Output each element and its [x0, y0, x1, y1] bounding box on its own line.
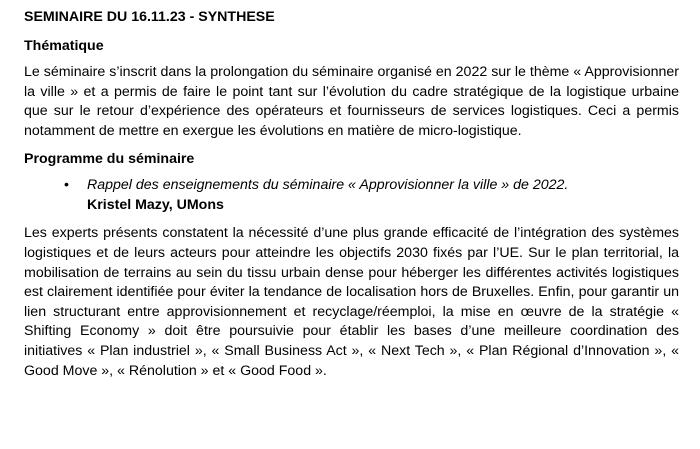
thematique-heading: Thématique — [24, 37, 104, 54]
thematique-paragraph: Le séminaire s’inscrit dans la prolongation du séminaire organisé en 2022 sur le thème « Approvisionner la ville » et a permis de faire le point tant sur l’évolution du cadre stratégique de la logistique urbaine que sur le retour d’expérience des opérateurs et fournisseurs de services logistiques. Ceci a permis notamment de mettre en exergue les évolutions en matière de micro-logistique. — [24, 64, 679, 139]
programme-item-title: Rappel des enseignements du séminaire « Approvisionner la ville » de 2022. — [87, 177, 569, 194]
programme-item-speaker: Kristel Mazy, UMons — [87, 196, 224, 213]
programme-heading: Programme du séminaire — [24, 150, 195, 167]
bullet-icon: • — [64, 177, 69, 194]
document-title: SEMINAIRE DU 16.11.23 - SYNTHESE — [24, 9, 275, 25]
programme-paragraph: Les experts présents constatent la nécessité d’une plus grande efficacité de l’intégration des systèmes logistiques et de leurs acteurs pour atteindre les objectifs 2030 fixés par l’UE. Sur le plan territorial, la mobilisation de terrains au sein du tissu urbain dense pour héberger les différentes activités logistiques est clairement identifiée pour éviter la tendance de localisation hors de Bruxelles. Enfin, pour garantir un lien structurant entre approvisionnement et recyclage/réemploi, la mise en œuvre de la stratégie « Shifting Economy » doit être poursuivie pour établir les bases d’une meilleure coordination des initiatives « Plan industriel », « Small Business Act », « Next Tech », « Plan Régional d’Innovation », « Good Move », « Rénolution » et « Good Food ». — [24, 225, 679, 379]
programme-list — [24, 176, 679, 215]
programme-item — [64, 176, 679, 215]
